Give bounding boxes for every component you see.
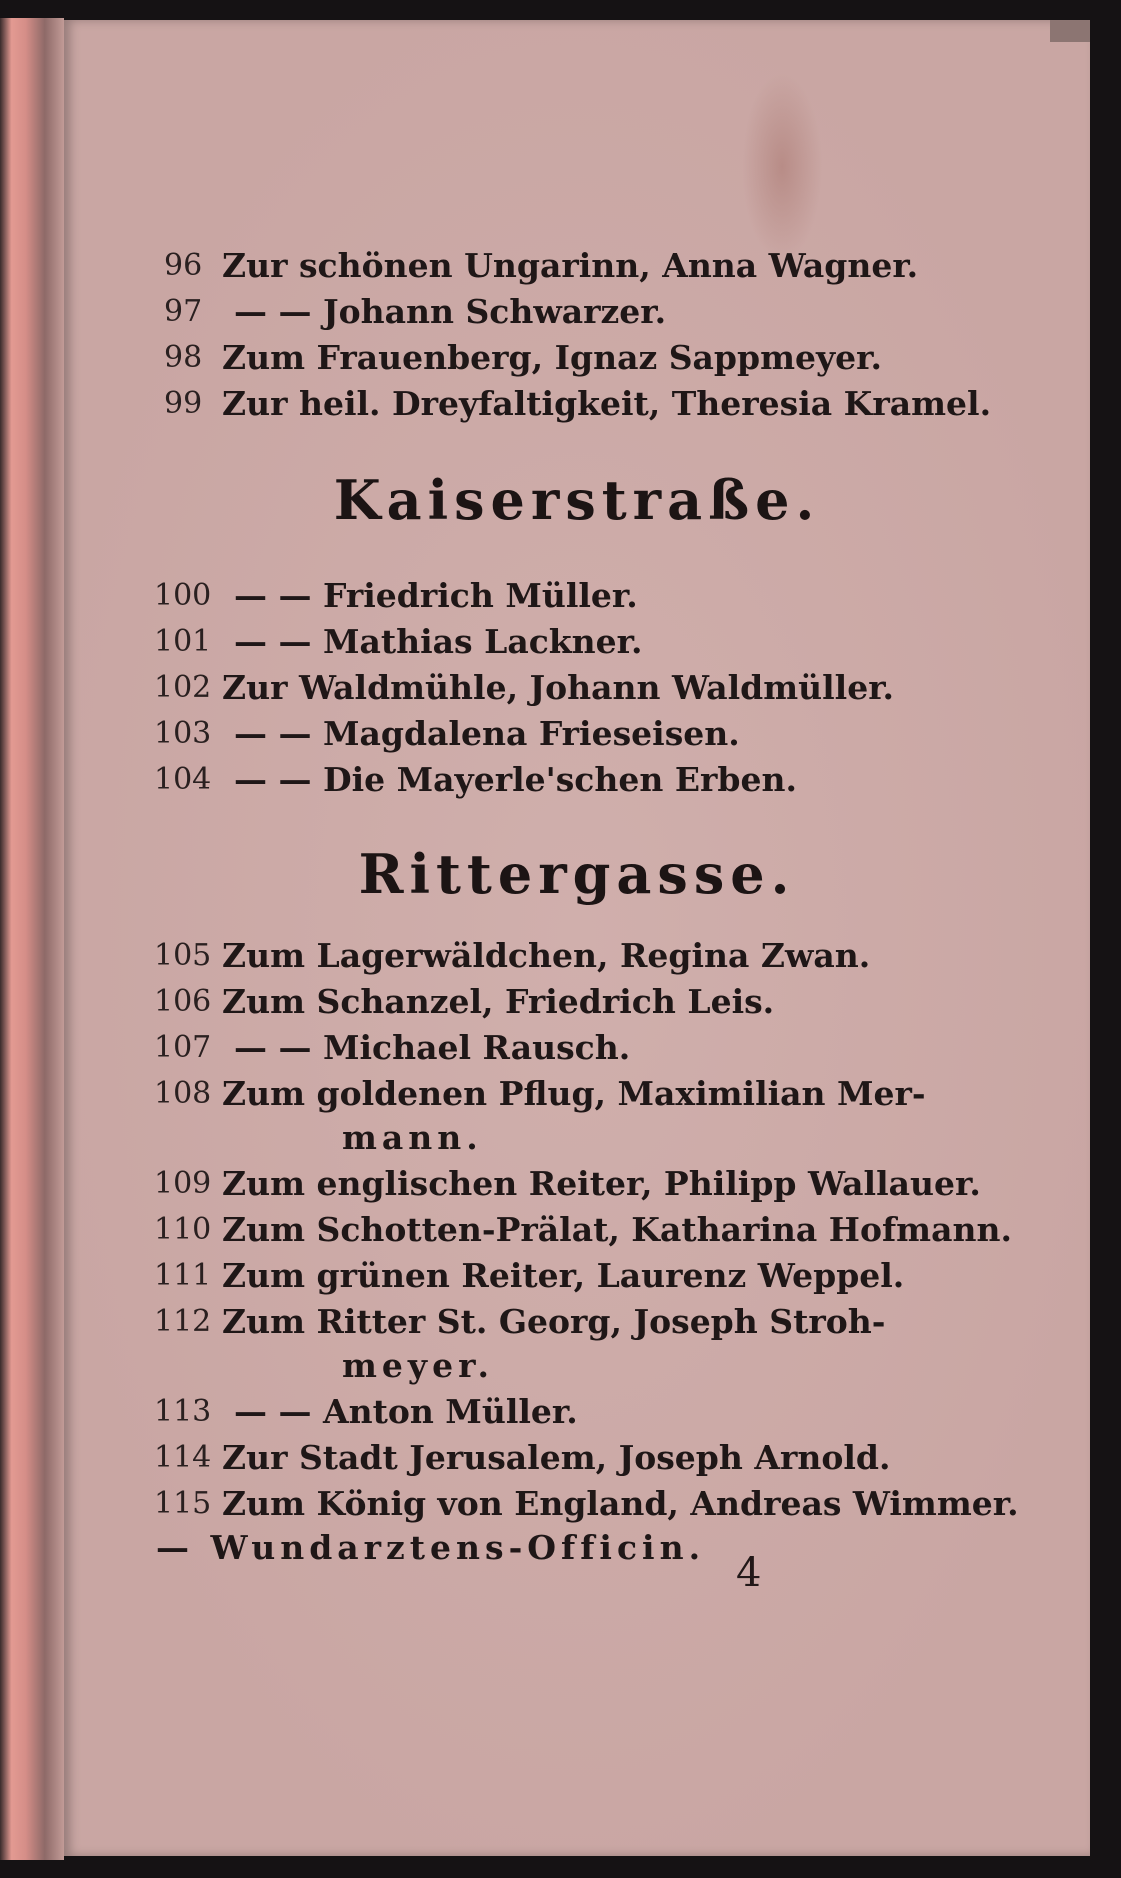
entry-text: — — Friedrich Müller. [234, 576, 638, 615]
list-item-continuation [64, 1118, 1090, 1158]
entry-text: — Wundarztens-Officin. [156, 1528, 706, 1567]
entry-text: Zur heil. Dreyfaltigkeit, Theresia Kramel. [222, 384, 992, 423]
list-item [64, 982, 1090, 1022]
list-item [64, 1392, 1090, 1432]
list-item [64, 760, 1090, 800]
list-item [64, 246, 1090, 286]
entry-text: Zur schönen Ungarinn, Anna Wagner. [222, 246, 919, 285]
list-item [64, 1438, 1090, 1478]
house-number: 98 [164, 340, 203, 375]
book-spine [0, 18, 64, 1860]
house-number: 115 [154, 1486, 212, 1521]
entry-text: Zum Frauenberg, Ignaz Sappmeyer. [222, 338, 882, 377]
house-number: 102 [154, 670, 212, 705]
entry-text: Zum goldenen Pflug, Maximilian Mer- [222, 1074, 926, 1113]
list-item [64, 1164, 1090, 1204]
entry-text: Zum Schanzel, Friedrich Leis. [222, 982, 775, 1021]
list-item [64, 1528, 1090, 1568]
list-item [64, 936, 1090, 976]
list-item [64, 292, 1090, 332]
house-number: 110 [154, 1212, 212, 1247]
entry-text: Zum grünen Reiter, Laurenz Weppel. [222, 1256, 905, 1295]
book-page [64, 20, 1090, 1856]
house-number: 101 [154, 624, 212, 659]
entry-text: Zum Ritter St. Georg, Joseph Stroh- [222, 1302, 886, 1341]
entry-text: — — Johann Schwarzer. [234, 292, 667, 331]
entry-text: — — Mathias Lackner. [234, 622, 643, 661]
house-number: 111 [154, 1258, 212, 1293]
house-number: 109 [154, 1166, 212, 1201]
page-corner [1050, 20, 1090, 42]
house-number: 96 [164, 248, 203, 283]
house-number: 106 [154, 984, 212, 1019]
list-item [64, 668, 1090, 708]
list-item [64, 1484, 1090, 1524]
house-number: 97 [164, 294, 203, 329]
entry-text: — — Magdalena Frieseisen. [234, 714, 740, 753]
entry-text: — — Die Mayerle'schen Erben. [234, 760, 797, 799]
list-item [64, 1210, 1090, 1250]
house-number: 100 [154, 578, 212, 613]
entry-text: — — Michael Rausch. [234, 1028, 631, 1067]
house-number: 108 [154, 1076, 212, 1111]
page-number: 4 [736, 1550, 762, 1596]
house-number: 114 [154, 1440, 212, 1475]
section-heading-rittergasse: Rittergasse. [358, 842, 796, 906]
list-item [64, 714, 1090, 754]
entry-text: Zum englischen Reiter, Philipp Wallauer. [222, 1164, 981, 1203]
section-heading-kaiserstrasse: Kaiserstraße. [333, 468, 821, 532]
list-item [64, 576, 1090, 616]
house-number: 103 [154, 716, 212, 751]
list-item [64, 1074, 1090, 1114]
list-item [64, 1028, 1090, 1068]
house-number: 107 [154, 1030, 212, 1065]
list-item-continuation [64, 1346, 1090, 1386]
house-number: 105 [154, 938, 212, 973]
house-number: 99 [164, 386, 203, 421]
entry-text: — — Anton Müller. [234, 1392, 578, 1431]
entry-text: Zur Waldmühle, Johann Waldmüller. [222, 668, 895, 707]
entry-text: meyer. [342, 1346, 494, 1385]
list-item [64, 1302, 1090, 1342]
house-number: 104 [154, 762, 212, 797]
list-item [64, 338, 1090, 378]
entry-text: Zum Schotten-Prälat, Katharina Hofmann. [222, 1210, 1012, 1249]
house-number: 112 [154, 1304, 212, 1339]
entry-text: mann. [342, 1118, 483, 1157]
house-number: 113 [154, 1394, 212, 1429]
list-item [64, 622, 1090, 662]
list-item [64, 384, 1090, 424]
entry-text: Zum König von England, Andreas Wimmer. [222, 1484, 1019, 1523]
entry-text: Zur Stadt Jerusalem, Joseph Arnold. [222, 1438, 891, 1477]
list-item [64, 1256, 1090, 1296]
entry-text: Zum Lagerwäldchen, Regina Zwan. [222, 936, 871, 975]
